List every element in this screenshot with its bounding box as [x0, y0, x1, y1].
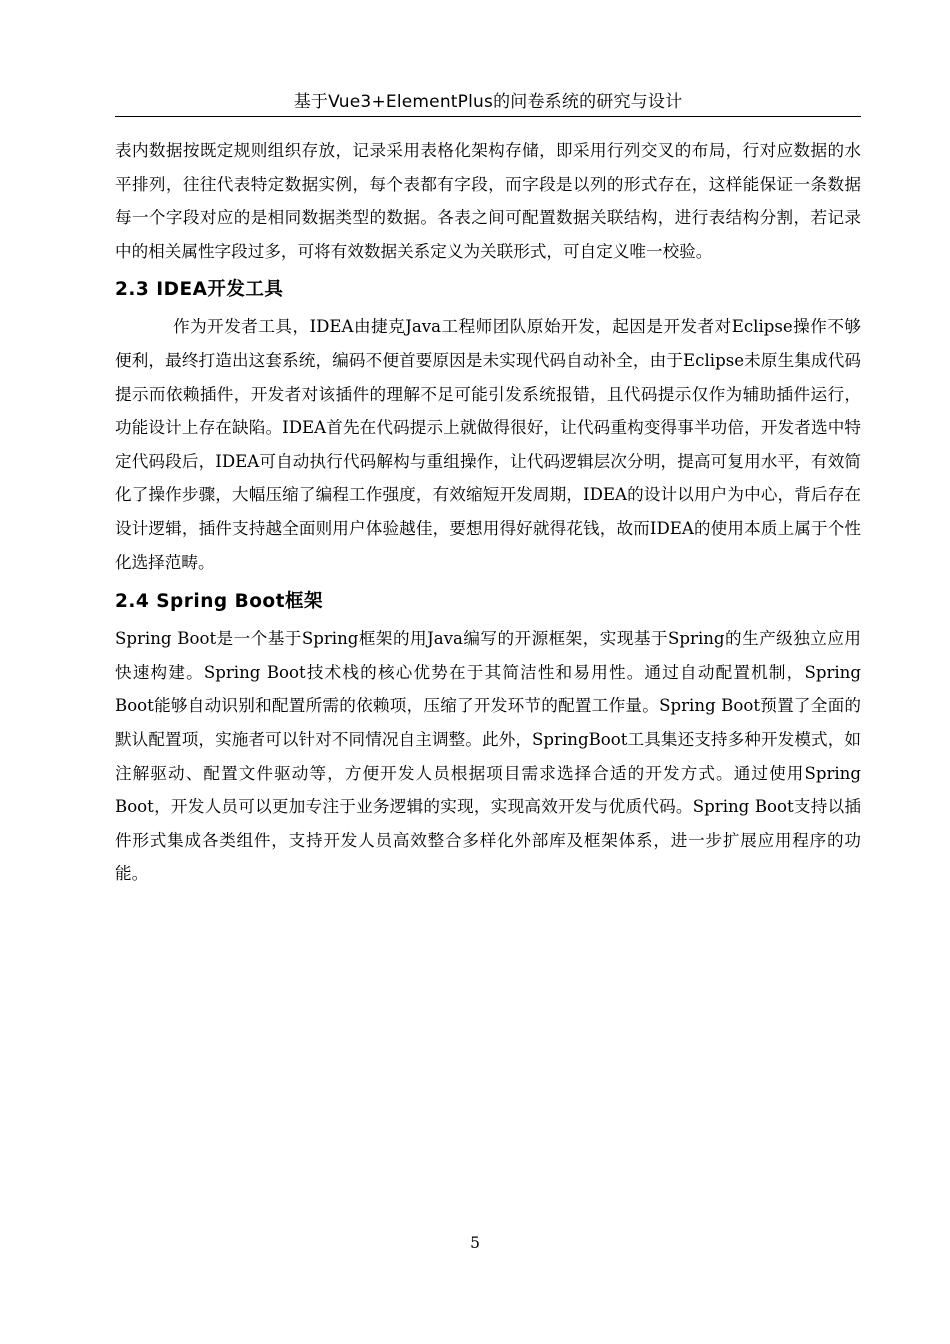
- page-header-title: 基于Vue3+ElementPlus的问卷系统的研究与设计: [293, 92, 683, 112]
- section-2-3-heading: 2.3 IDEA开发工具: [115, 279, 284, 301]
- section-2-4-paragraph: Spring Boot是一个基于Spring框架的用Java编写的开源框架，实现基于Spring的生产级独立应用快速构建。Spring Boot技术栈的核心优势在于其简洁性和易用性。通过自动配置机制，Spring Boot能够自动识别和配置所需的依赖项，压缩了开发环节的配置工作量。Spring Boot预置了全面的默认配置项，实施者可以针对不同情况自主调整。此外，SpringBoot工具集还支持多种开发模式，如注解驱动、配置文件驱动等，方便开发人员根据项目需求选择合适的开发方式。通过使用Spring Boot，开发人员可以更加专注于业务逻辑的实现，实现高效开发与优质代码。Spring Boot支持以插件形式集成各类组件，支持开发人员高效整合多样化外部库及框架体系，进一步扩展应用程序的功能。: [115, 629, 861, 884]
- header-divider: [115, 116, 861, 117]
- section-2-3-paragraph: 作为开发者工具，IDEA由捷克Java工程师团队原始开发，起因是开发者对Eclipse操作不够便利，最终打造出这套系统，编码不便首要原因是未实现代码自动补全，由于Eclipse未原生集成代码提示而依赖插件，开发者对该插件的理解不足可能引发系统报错，且代码提示仅作为辅助插件运行，功能设计上存在缺陷。IDEA首先在代码提示上就做得很好，让代码重构变得事半功倍，开发者选中特定代码段后，IDEA可自动执行代码解构与重组操作，让代码逻辑层次分明，提高可复用水平，有效简化了操作步骤，大幅压缩了编程工作强度，有效缩短开发周期，IDEA的设计以用户为中心，背后存在设计逻辑，插件支持越全面则用户体验越佳，要想用得好就得花钱，故而IDEA的使用本质上属于个性化选择范畴。: [115, 317, 861, 572]
- section-2-4-heading: 2.4 Spring Boot框架: [115, 591, 323, 613]
- document-body: [115, 134, 861, 891]
- page-number: 5: [470, 1234, 480, 1252]
- intro-paragraph: 表内数据按既定规则组织存放，记录采用表格化架构存储，即采用行列交叉的布局，行对应数据的水平排列，往往代表特定数据实例，每个表都有字段，而字段是以列的形式存在，这样能保证一条数据每一个字段对应的是相同数据类型的数据。各表之间可配置数据关联结构，进行表结构分割，若记录中的相关属性字段过多，可将有效数据关系定义为关联形式，可自定义唯一校验。: [115, 141, 861, 261]
